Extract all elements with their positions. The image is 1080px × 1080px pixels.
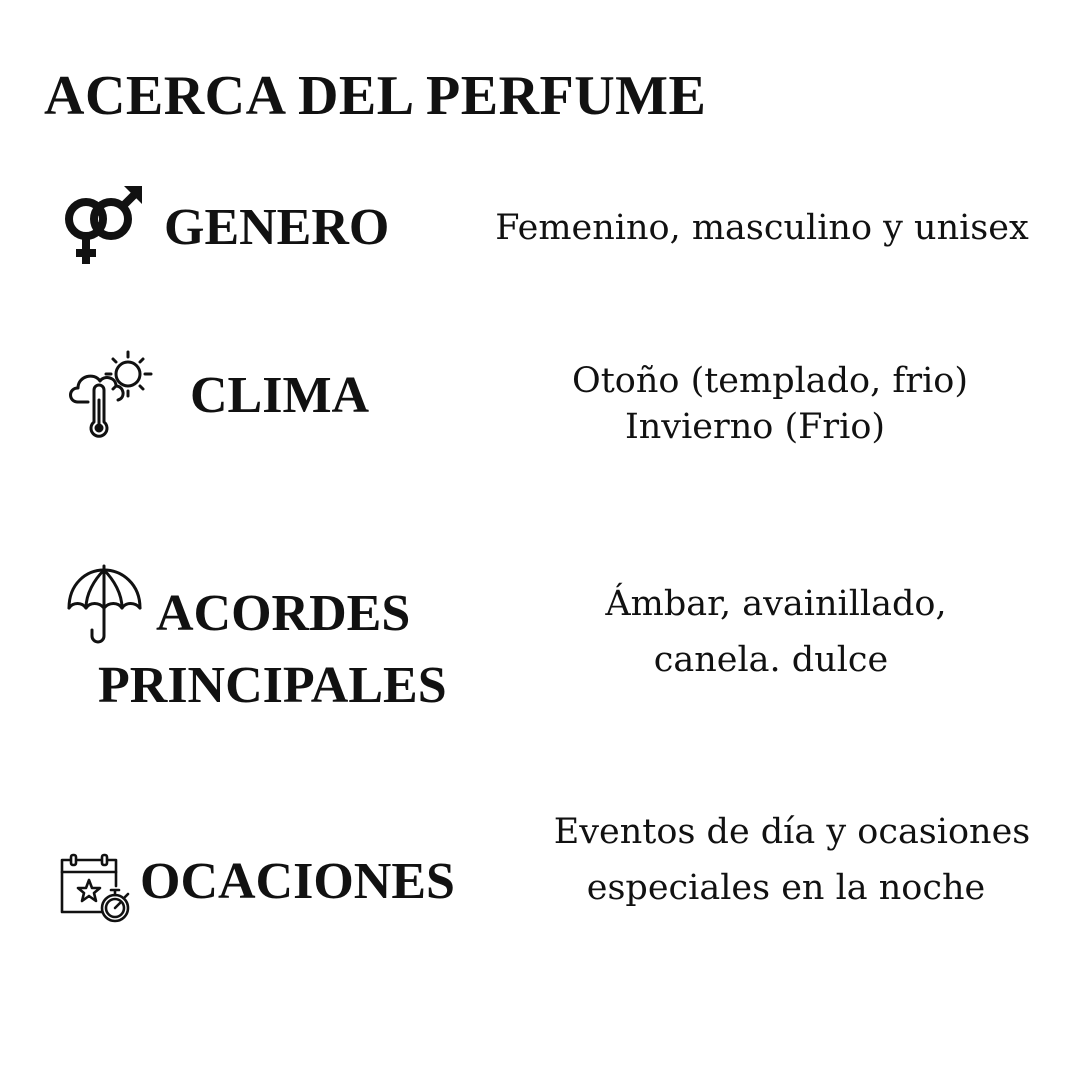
ocaciones-label: OCACIONES bbox=[140, 853, 455, 910]
ocaciones-value: Eventos de día y ocasiones especiales en la noche bbox=[553, 812, 1031, 908]
clima-value: Otoño (templado, frio) Invierno (Frio) bbox=[572, 361, 968, 447]
acordes-value: Ámbar, avainillado, canela. dulce bbox=[605, 584, 947, 680]
weather-thermometer-icon bbox=[64, 346, 160, 440]
gender-icon bbox=[60, 184, 144, 268]
page-title: ACERCA DEL PERFUME bbox=[44, 65, 707, 127]
clima-label: CLIMA bbox=[190, 367, 370, 424]
calendar-stopwatch-icon bbox=[58, 852, 132, 926]
acordes-label: ACORDES PRINCIPALES bbox=[98, 585, 447, 714]
genero-label: GENERO bbox=[164, 199, 390, 256]
genero-value: Femenino, masculino y unisex bbox=[495, 208, 1029, 248]
